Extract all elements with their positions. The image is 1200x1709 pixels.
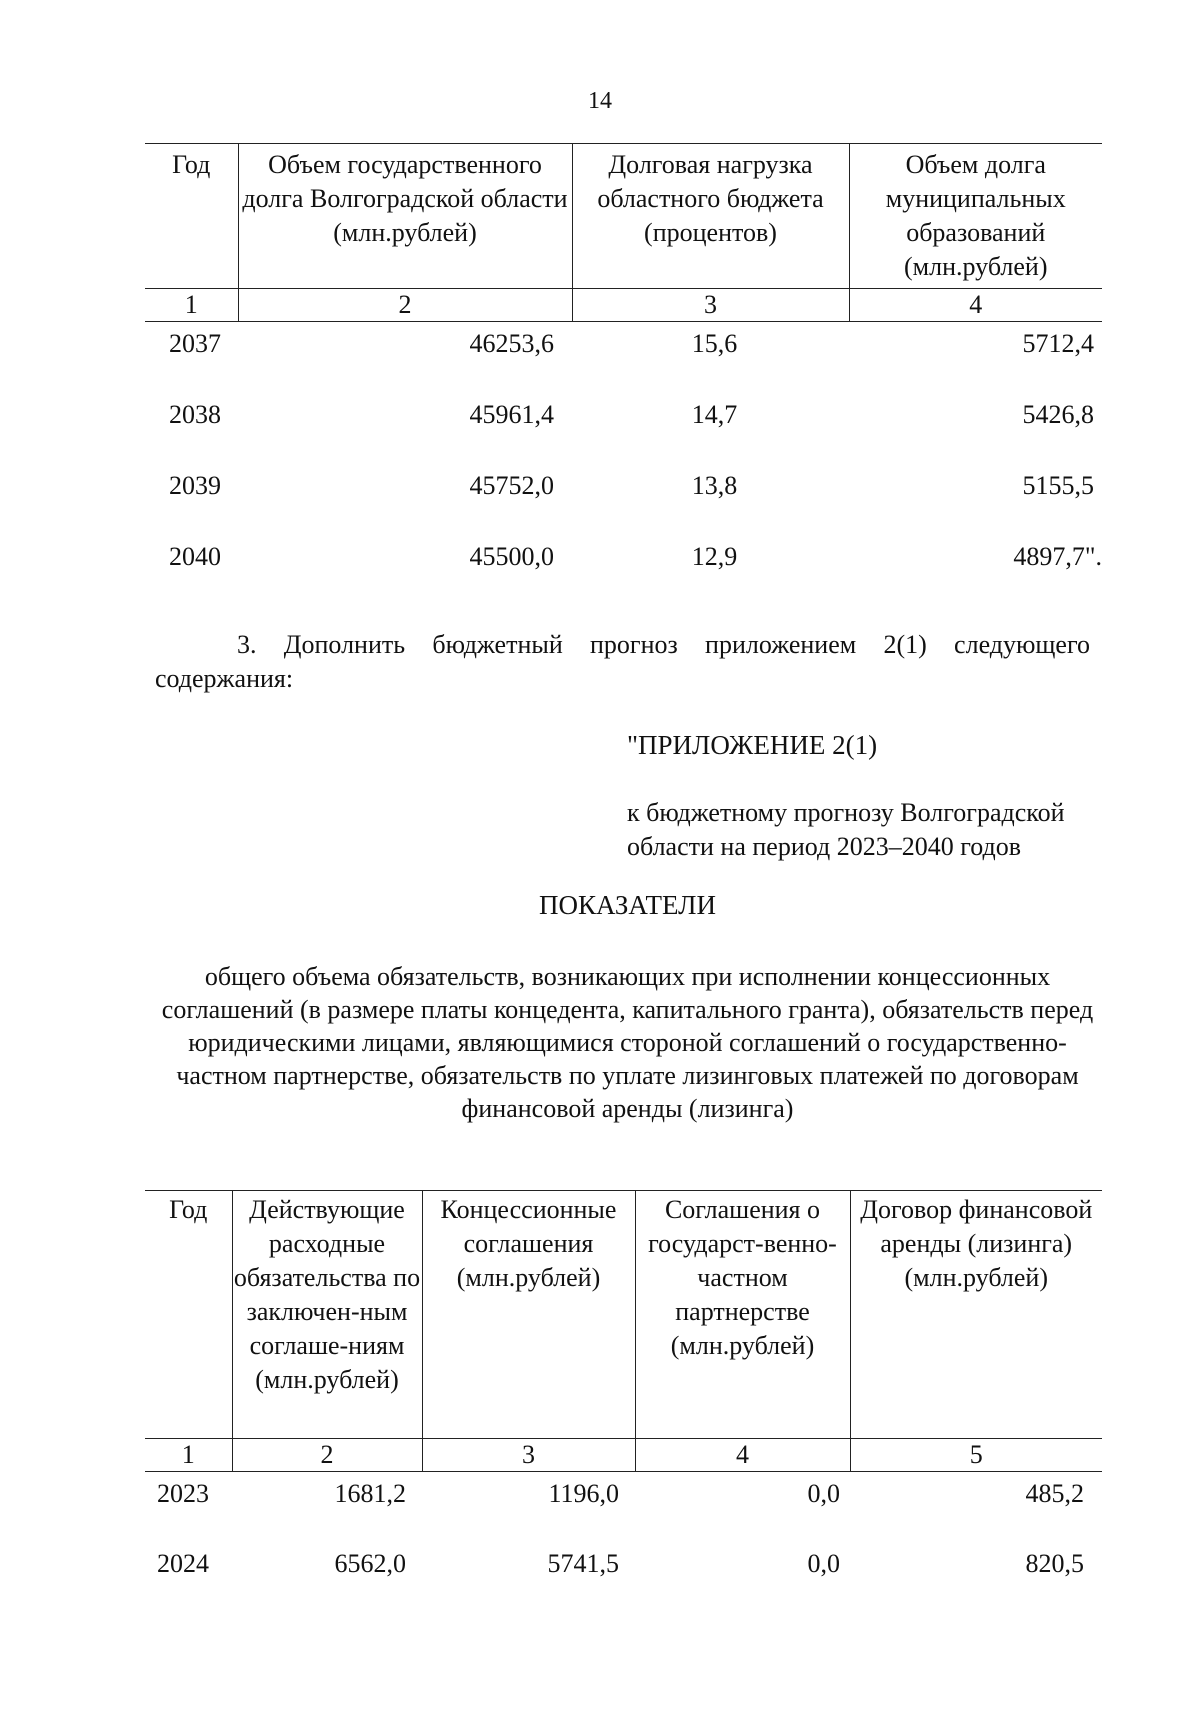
table-row [145, 535, 1102, 606]
column-number: 3 [572, 289, 849, 322]
column-number: 3 [422, 1439, 635, 1472]
cell-state-debt: 45752,0 [469, 471, 554, 500]
cell-existing-obligations: 1681,2 [334, 1479, 406, 1508]
cell-state-debt: 46253,6 [469, 329, 554, 358]
column-number: 1 [145, 1439, 232, 1472]
cell-ppp: 0,0 [807, 1479, 840, 1508]
table-row [145, 1472, 1102, 1543]
annex-title: "ПРИЛОЖЕНИЕ 2(1) [627, 730, 878, 760]
cell-year: 2040 [169, 542, 221, 571]
cell-year: 2023 [157, 1479, 209, 1508]
cell-year: 2024 [157, 1549, 209, 1578]
column-header-state-debt: Объем государственного долга Волгоградской области (млн.рублей) [238, 144, 572, 289]
column-number: 4 [635, 1439, 850, 1472]
cell-leasing: 485,2 [1025, 1479, 1084, 1508]
column-header-debt-load: Долговая нагрузка областного бюджета (процентов) [572, 144, 849, 289]
annex-subtitle: к бюджетному прогнозу Волгоградской области на период 2023–2040 годов [627, 798, 1065, 861]
cell-debt-load: 15,6 [691, 329, 738, 358]
column-header-ppp-agreements: Соглашения о государст-венно-частном партнерстве (млн.рублей) [635, 1191, 850, 1439]
table-row [145, 464, 1102, 535]
column-number: 1 [145, 289, 238, 322]
column-header-concession-agreements: Концессионные соглашения (млн.рублей) [422, 1191, 635, 1439]
cell-year: 2038 [169, 400, 221, 429]
column-number: 2 [238, 289, 572, 322]
cell-existing-obligations: 6562,0 [334, 1549, 406, 1578]
column-number: 5 [850, 1439, 1102, 1472]
section-description: общего объема обязательств, возникающих при исполнении концессионных соглашений (в размере платы концедента, капитального гранта), обязательств перед юридическими лицами, являющимися стороной соглашений о государственно-частном партнерстве, обязательств по уплате лизинговых платежей по договорам финансовой аренды (лизинга) [161, 962, 1094, 1123]
cell-year: 2037 [169, 329, 221, 358]
cell-municipal-debt: 4897,7". [1013, 542, 1102, 571]
column-number: 4 [849, 289, 1102, 322]
cell-year: 2039 [169, 471, 221, 500]
cell-municipal-debt: 5426,8 [1022, 400, 1094, 429]
cell-debt-load: 12,9 [691, 542, 738, 571]
page-number: 14 [588, 88, 612, 114]
cell-concession: 1196,0 [548, 1479, 619, 1508]
column-header-existing-obligations: Действующие расходные обязательства по заключен-ным соглаше-ниям (млн.рублей) [232, 1191, 422, 1439]
cell-debt-load: 14,7 [691, 400, 738, 429]
state-debt-table [145, 143, 1102, 606]
table-row [145, 322, 1102, 394]
amendment-paragraph: 3. Дополнить бюджетный прогноз приложением 2(1) следующего содержания: [155, 630, 1090, 693]
column-header-year: Год [145, 1191, 232, 1439]
table-row [145, 1542, 1102, 1612]
cell-ppp: 0,0 [807, 1549, 840, 1578]
cell-state-debt: 45500,0 [469, 542, 554, 571]
column-header-leasing: Договор финансовой аренды (лизинга) (млн.рублей) [850, 1191, 1102, 1439]
table-row [145, 393, 1102, 464]
cell-debt-load: 13,8 [691, 471, 738, 500]
cell-state-debt: 45961,4 [469, 400, 554, 429]
cell-concession: 5741,5 [547, 1549, 619, 1578]
cell-municipal-debt: 5155,5 [1022, 471, 1094, 500]
column-number: 2 [232, 1439, 422, 1472]
column-header-year: Год [145, 144, 238, 289]
cell-leasing: 820,5 [1025, 1549, 1084, 1578]
section-title: ПОКАЗАТЕЛИ [539, 890, 716, 920]
obligations-table [145, 1190, 1102, 1612]
cell-municipal-debt: 5712,4 [1022, 329, 1094, 358]
column-header-municipal-debt: Объем долга муниципальных образований (млн.рублей) [849, 144, 1102, 289]
